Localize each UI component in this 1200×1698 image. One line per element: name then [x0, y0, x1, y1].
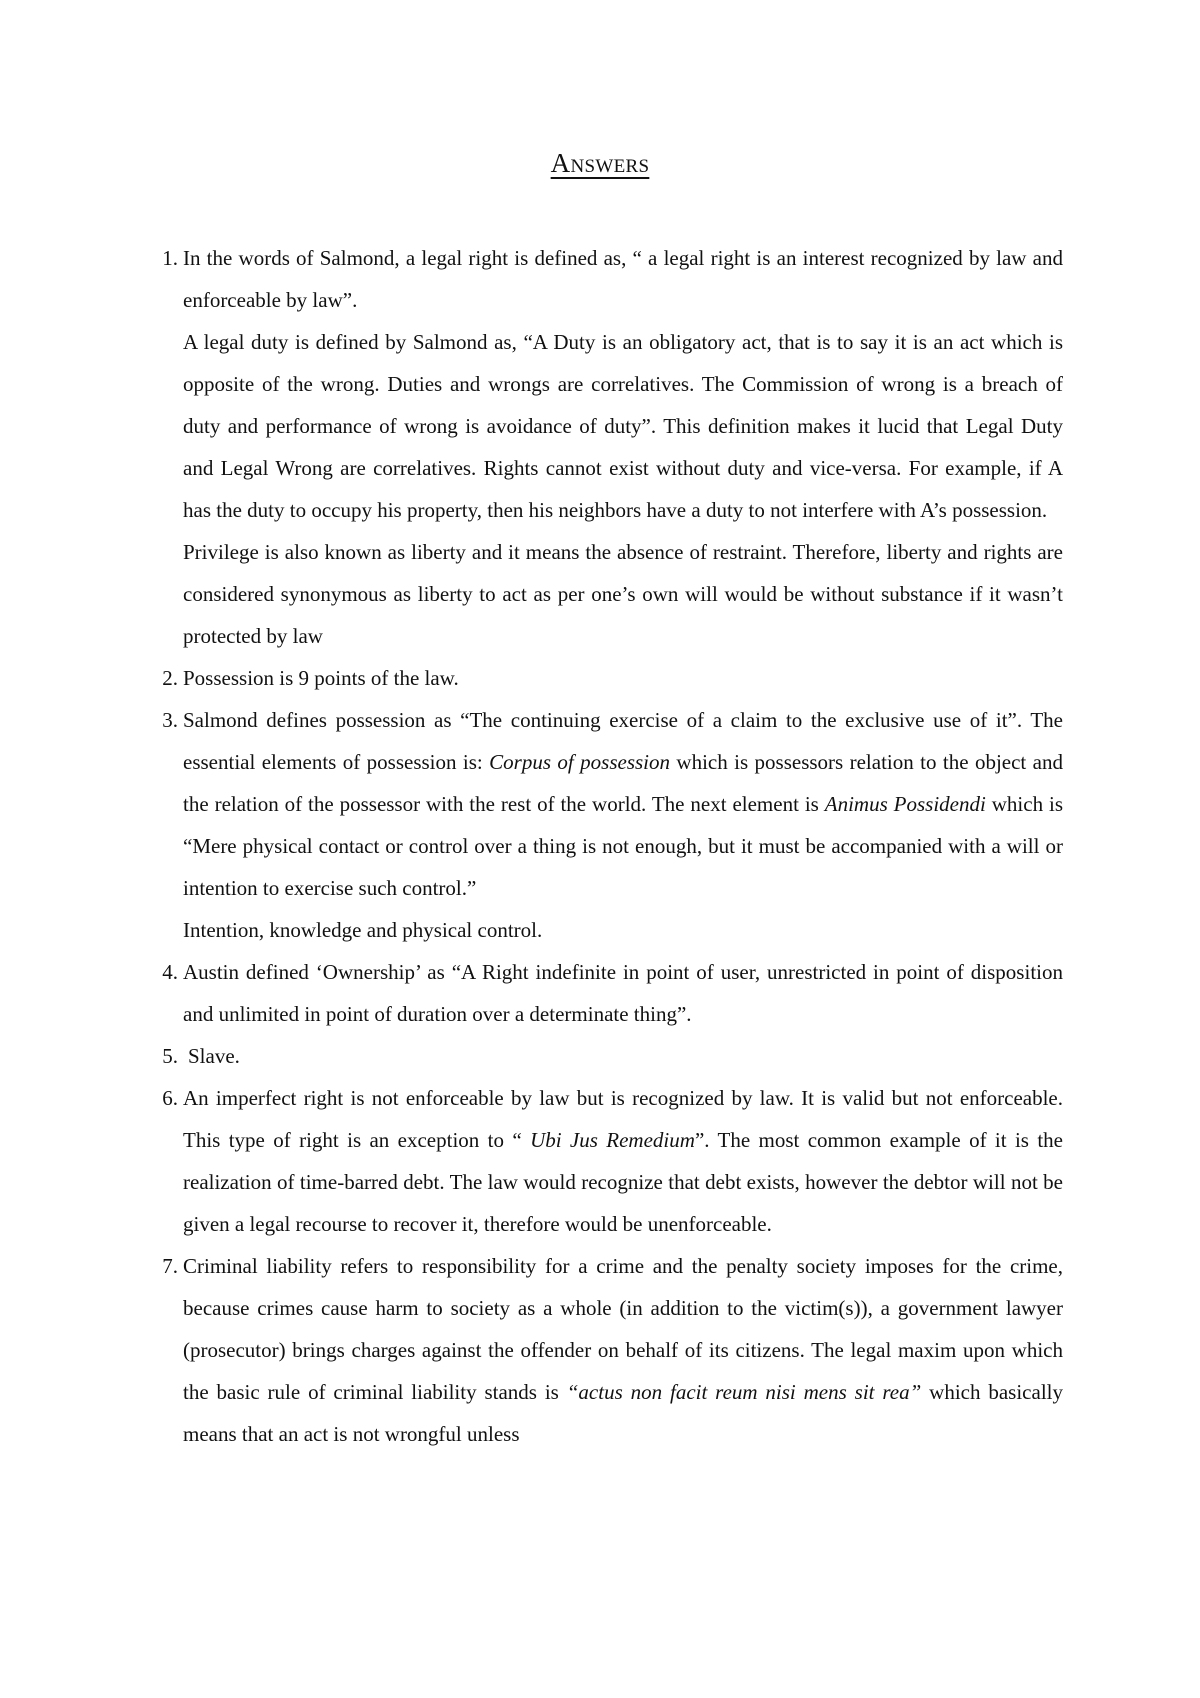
page-title: Answers — [550, 148, 650, 178]
answer-6-paragraph — [183, 1077, 1063, 1245]
answer-3-text-e: which is “Mere physical contact or control over a thing is not enough, but it must be accompanied with a will or intention to exercise such control.” — [183, 792, 1063, 900]
answer-6-text-c: ”. The most common example of it is the realization of time-barred debt. The law would recognize that debt exists, however the debtor will not be given a legal recourse to recover it, therefore would be unenforceable. — [183, 1128, 1063, 1236]
answer-1-paragraph-2: A legal duty is defined by Salmond as, “A Duty is an obligatory act, that is to say it is an act which is opposite of the wrong. Duties and wrongs are correlatives. The Commission of wrong is a breach of duty and performance of wrong is avoidance of duty”. This definition makes it lucid that Legal Duty and Legal Wrong are correlatives. Rights cannot exist without duty and vice-versa. For example, if A has the duty to occupy his property, then his neighbors have a duty to not interfere with A’s possession. — [183, 330, 1063, 522]
answer-7-text-c: which basically means that an act is not wrongful unless — [183, 1380, 1063, 1446]
answer-number: 3. — [162, 708, 178, 732]
answer-item-4 — [162, 951, 1063, 1035]
answer-number: 5. — [162, 1044, 178, 1068]
answer-3-term-corpus: Corpus of possession — [489, 750, 670, 774]
answers-list — [162, 237, 1063, 1455]
answer-7-paragraph — [183, 1245, 1063, 1455]
answer-1-paragraph-3: Privilege is also known as liberty and it means the absence of restraint. Therefore, liberty and rights are considered synonymous as liberty to act as per one’s own will would be without substance if it wasn’t protected by law — [183, 540, 1063, 648]
answer-3-text-c: which is possessors relation to the object and the relation of the possessor with the rest of the world. The next element is — [183, 750, 1063, 816]
answer-item-5 — [162, 1035, 1063, 1077]
answer-item-2 — [162, 657, 1063, 699]
answer-item-3 — [162, 699, 1063, 951]
answer-item-1 — [162, 237, 1063, 657]
answer-1-paragraph-1: In the words of Salmond, a legal right is defined as, “ a legal right is an interest recognized by law and enforceable by law”. — [183, 246, 1063, 312]
answer-3-term-animus: Animus Possidendi — [824, 792, 986, 816]
answer-7-text-a: Criminal liability refers to responsibility for a crime and the penalty society imposes for the crime, because crimes cause harm to society as a whole (in addition to the victim(s)), a government lawyer (prosecutor) brings charges against the offender on behalf of its citizens. The legal maxim upon which the basic rule of criminal liability stands is — [183, 1254, 1063, 1404]
answer-number: 2. — [162, 666, 178, 690]
answer-item-6 — [162, 1077, 1063, 1245]
answer-3-paragraph — [183, 699, 1063, 909]
answer-6-text-a: An imperfect right is not enforceable by law but is recognized by law. It is valid but not enforceable. This type of right is an exception to “ — [183, 1086, 1063, 1152]
answer-7-maxim: “actus non facit reum nisi mens sit rea” — [566, 1380, 922, 1404]
answer-number: 4. — [162, 960, 178, 984]
answer-3-line-2: Intention, knowledge and physical control. — [183, 918, 543, 942]
answer-5-text: Slave. — [188, 1044, 240, 1068]
answer-item-7 — [162, 1245, 1063, 1455]
answer-number: 6. — [162, 1086, 178, 1110]
answer-number: 1. — [162, 246, 178, 270]
answer-3-text-a: Salmond defines possession as “The continuing exercise of a claim to the exclusive use of it”. The essential elements of possession is: — [183, 708, 1063, 774]
answer-4-text: Austin defined ‘Ownership’ as “A Right indefinite in point of user, unrestricted in point of disposition and unlimited in point of duration over a determinate thing”. — [183, 960, 1063, 1026]
answer-6-term-ubi-jus: Ubi Jus Remedium — [530, 1128, 695, 1152]
answer-2-text: Possession is 9 points of the law. — [183, 666, 459, 690]
answer-number: 7. — [162, 1254, 178, 1278]
